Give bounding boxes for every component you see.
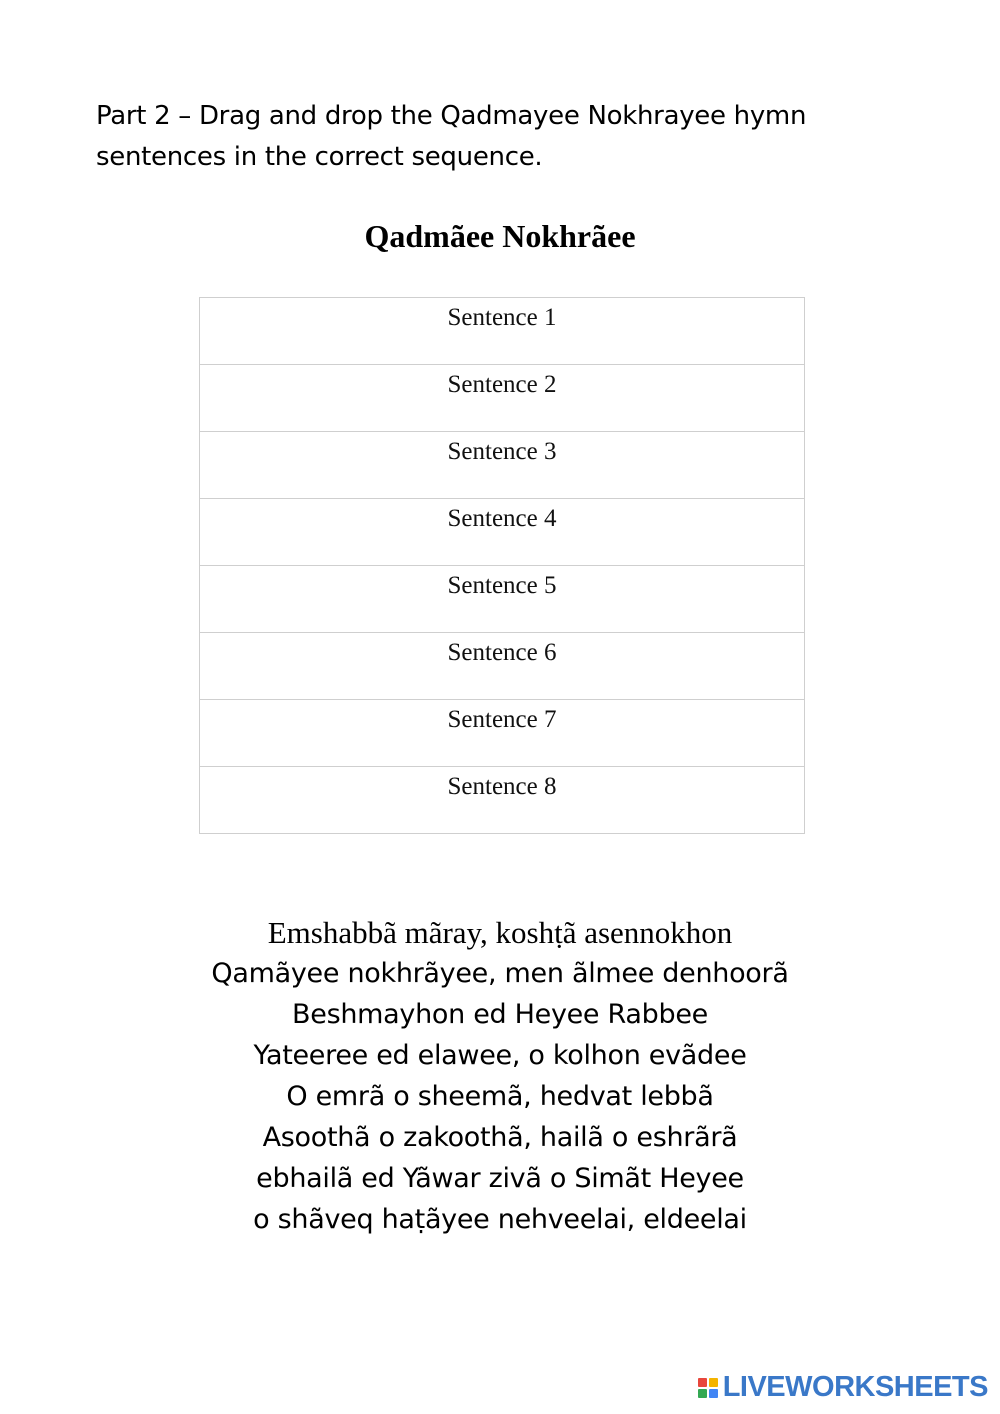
draggable-sentence[interactable]: o shãveq haṭãyee nehveelai, eldeelai — [253, 1204, 747, 1235]
drop-slot[interactable]: Sentence 7 — [200, 700, 805, 767]
drop-slot[interactable]: Sentence 6 — [200, 633, 805, 700]
brand-logo — [697, 1371, 988, 1404]
drop-slot[interactable]: Sentence 1 — [200, 298, 805, 365]
draggable-sentence[interactable]: Emshabbã mãray, koshṭã asennokhon — [267, 915, 733, 950]
drop-slot[interactable]: Sentence 2 — [200, 365, 805, 432]
drop-slot[interactable]: Sentence 4 — [200, 499, 805, 566]
hymn-title: Qadmãee Nokhrãee — [364, 218, 636, 254]
draggable-sentence[interactable]: O emrã o sheemã, hedvat lebbã — [286, 1081, 714, 1112]
draggable-sentence[interactable]: Asoothã o zakoothã, hailã o eshrãrã — [262, 1122, 738, 1153]
sentence-bank — [0, 912, 1000, 1240]
draggable-sentence[interactable]: Qamãyee nokhrãyee, men ãlmee denhoorã — [211, 958, 789, 989]
draggable-sentence[interactable]: ebhailã ed Yãwar zivã o Simãt Heyee — [256, 1163, 744, 1194]
drop-slot[interactable]: Sentence 8 — [200, 767, 805, 834]
drop-slot[interactable]: Sentence 3 — [200, 432, 805, 499]
instructions: Part 2 – Drag and drop the Qadmayee Nokhrayee hymn sentences in the correct sequence. — [96, 101, 807, 172]
brand-name: LIVEWORKSHEETS — [722, 1371, 988, 1403]
drop-slot[interactable]: Sentence 5 — [200, 566, 805, 633]
drop-zone-table — [199, 297, 805, 834]
liveworksheets-logo-icon — [697, 1377, 719, 1399]
draggable-sentence[interactable]: Yateeree ed elawee, o kolhon evãdee — [253, 1040, 747, 1071]
draggable-sentence[interactable]: Beshmayhon ed Heyee Rabbee — [292, 999, 708, 1030]
